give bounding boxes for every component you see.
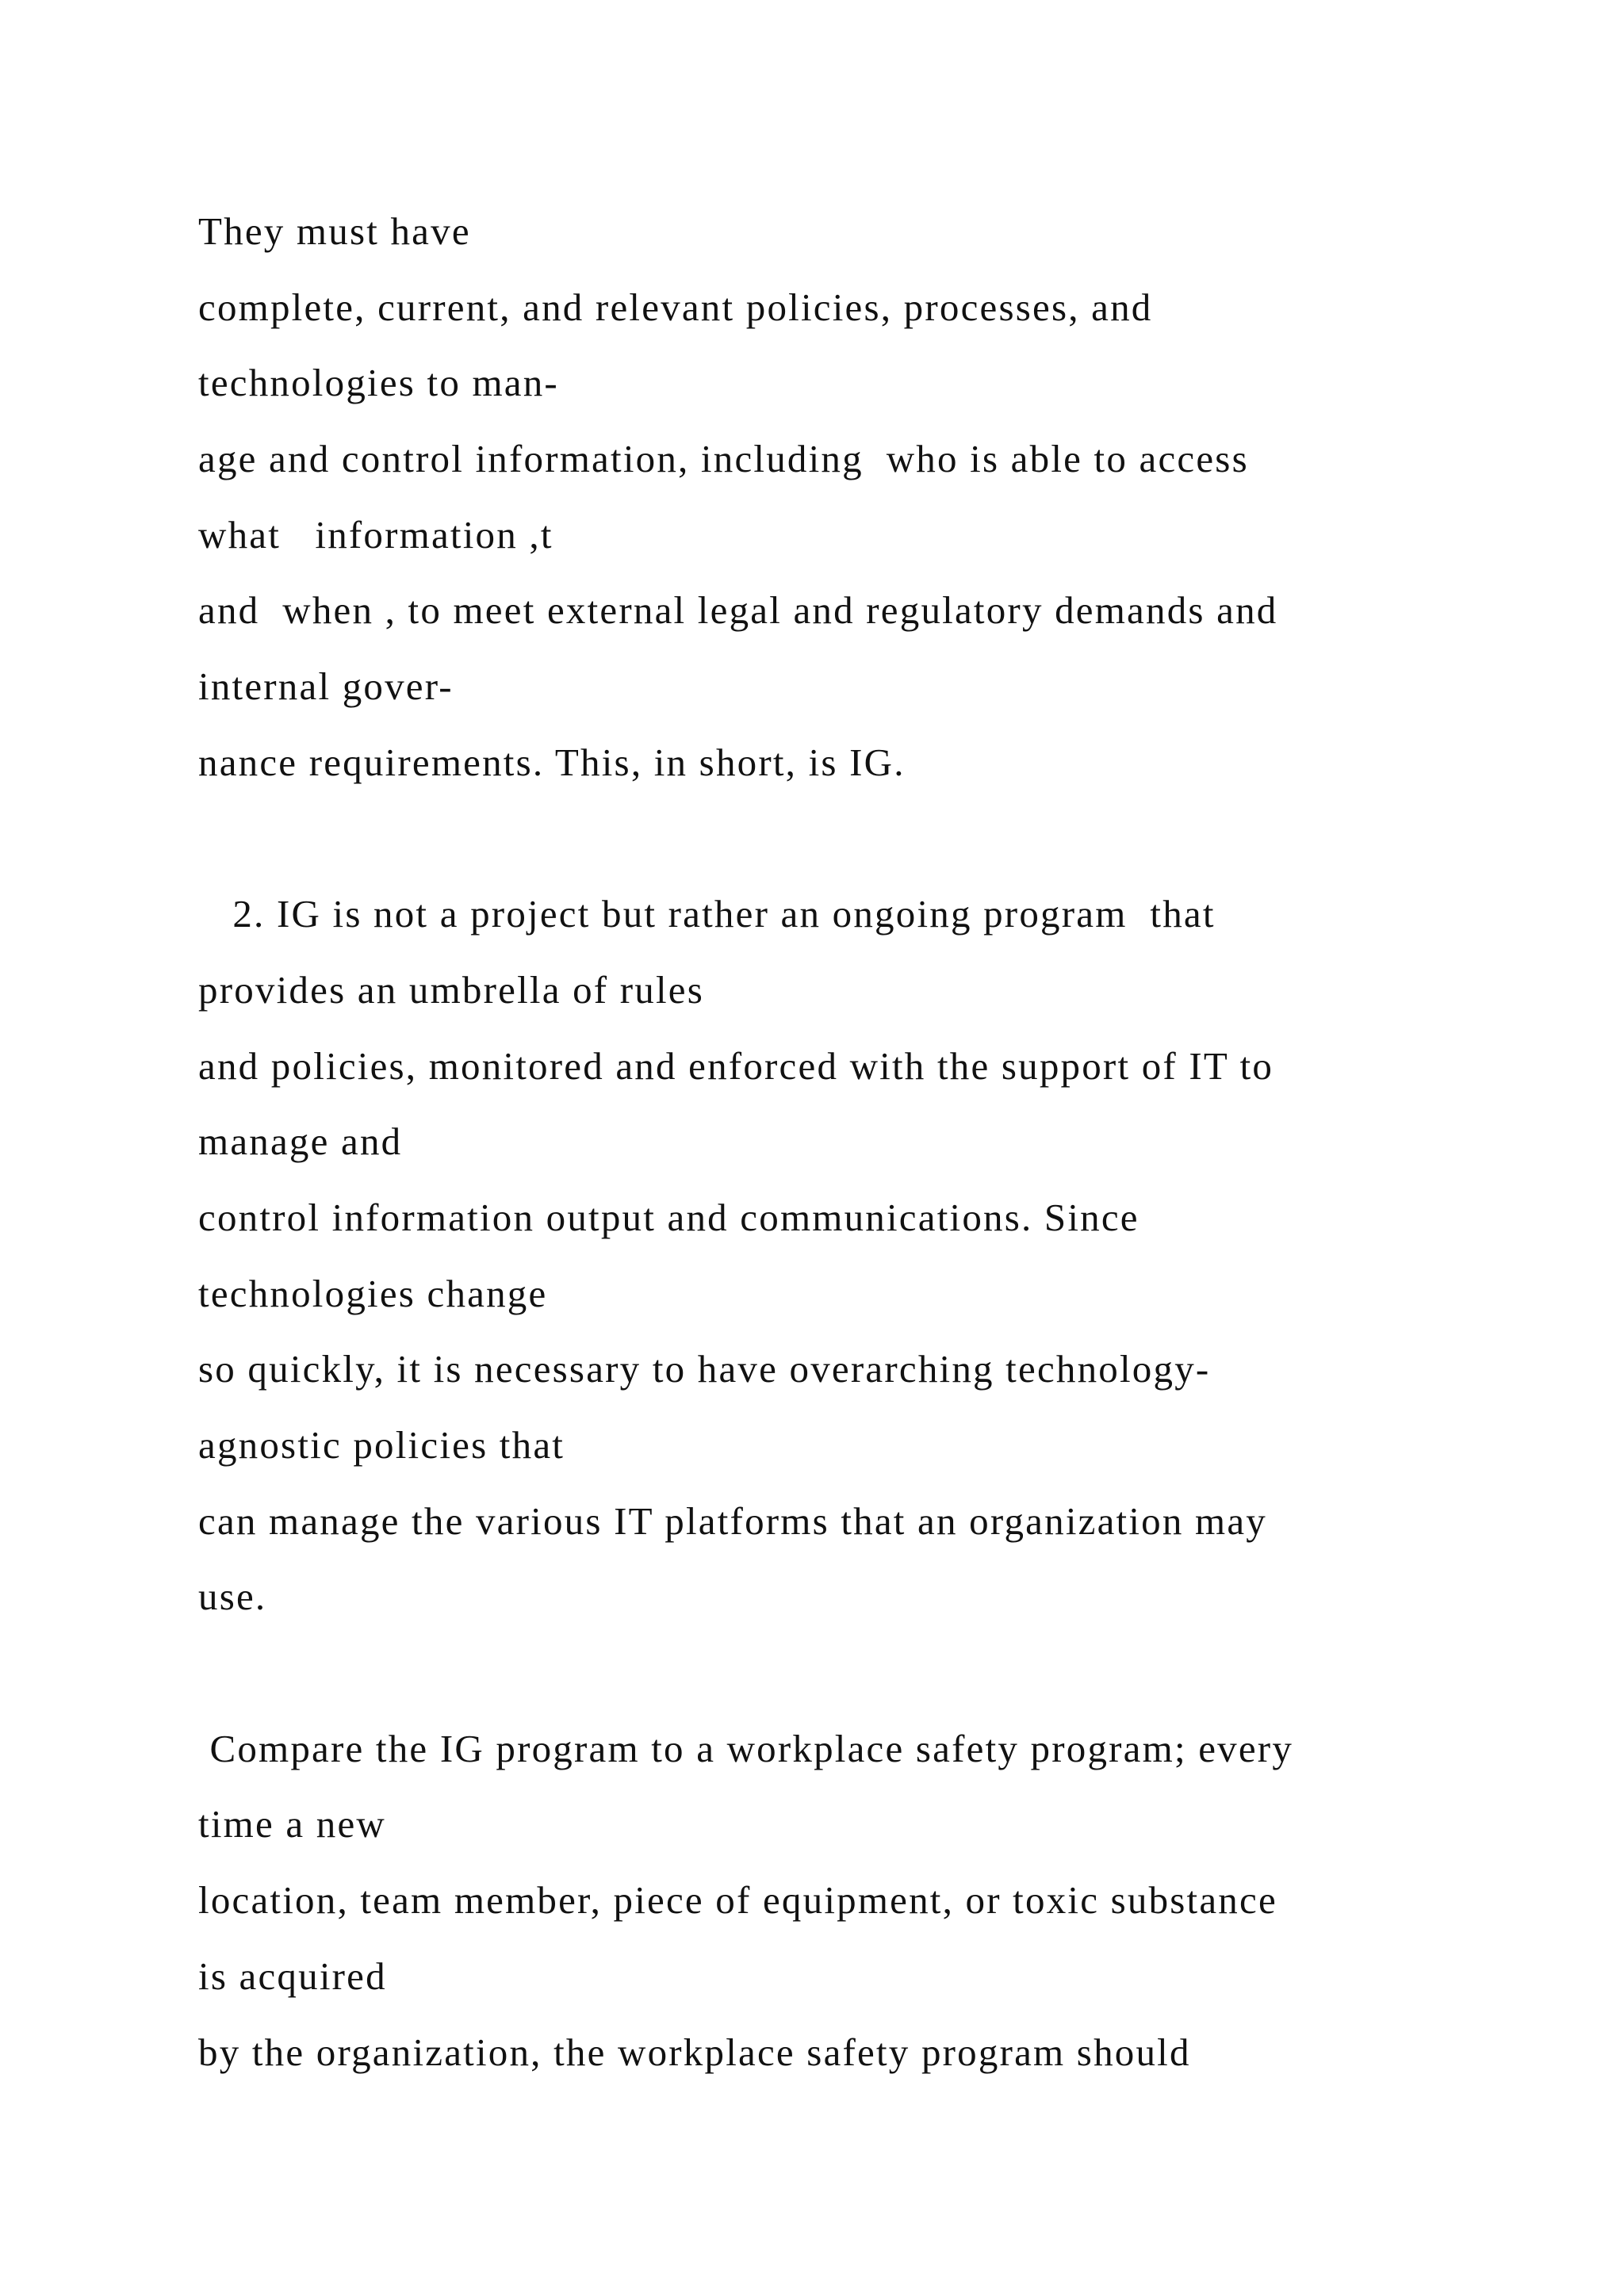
- text-line: and when , to meet external legal and regulatory demands and: [198, 588, 1278, 633]
- text-line: so quickly, it is necessary to have overarching technology-: [198, 1347, 1211, 1391]
- text-line: nance requirements. This, in short, is IG.: [198, 740, 906, 784]
- text-line: is acquired: [198, 1954, 387, 1998]
- text-line: location, team member, piece of equipment, or toxic substance: [198, 1878, 1277, 1923]
- text-line: time a new: [198, 1802, 386, 1846]
- text-line: use.: [198, 1575, 267, 1619]
- text-line: 2. IG is not a project but rather an ongoing program that: [198, 892, 1216, 936]
- text-line: age and control information, including who is able to access: [198, 437, 1249, 481]
- text-line: by the organization, the workplace safety program should: [198, 2030, 1191, 2074]
- text-line: what information ,t: [198, 512, 553, 557]
- text-line: complete, current, and relevant policies, processes, and: [198, 285, 1153, 329]
- text-line: can manage the various IT platforms that an organization may: [198, 1498, 1267, 1543]
- text-line: technologies change: [198, 1271, 548, 1315]
- text-line: Compare the IG program to a workplace safety program; every: [198, 1726, 1294, 1770]
- text-line: agnostic policies that: [198, 1423, 565, 1467]
- paragraph-break: [198, 801, 1546, 877]
- text-line: control information output and communications. Since: [198, 1195, 1139, 1239]
- text-line: provides an umbrella of rules: [198, 967, 705, 1012]
- paragraph-break: [198, 1635, 1546, 1711]
- text-line: technologies to man-: [198, 361, 559, 405]
- text-line: and policies, monitored and enforced with the support of IT to: [198, 1043, 1274, 1088]
- text-line: manage and: [198, 1119, 403, 1164]
- document-body: [198, 193, 1546, 2090]
- text-line: They must have: [198, 209, 471, 253]
- text-line: internal gover-: [198, 664, 454, 709]
